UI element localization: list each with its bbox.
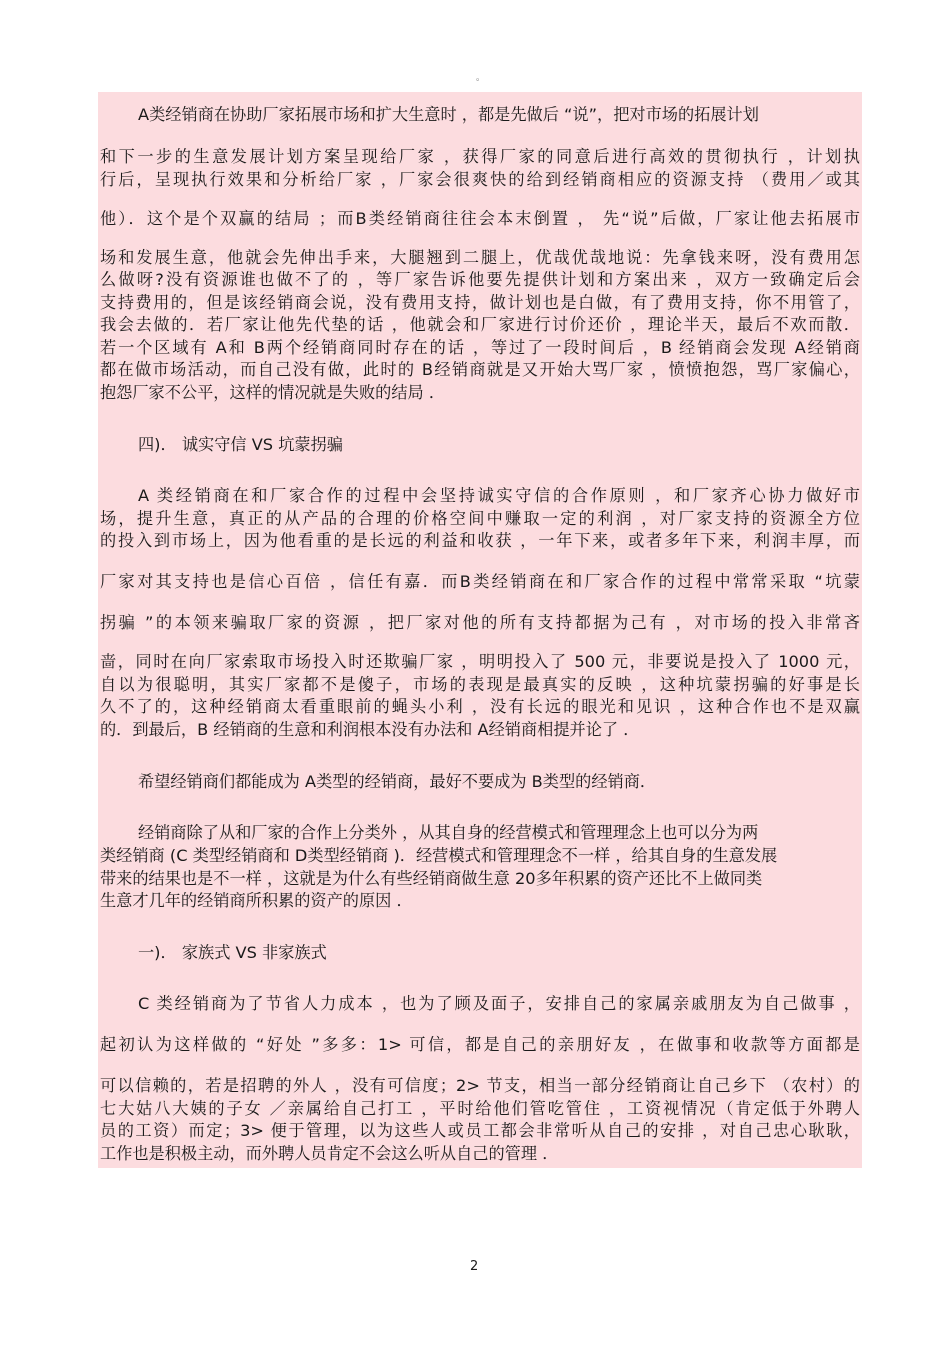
paragraph-line: 起初认为这样做的 “好处 ”多多：1> 可信，都是自己的亲朋好友 ，在做事和收款等方面都是 [100,1035,860,1054]
paragraph-line: 带来的结果也是不一样 ，这就是为什么有些经销商做生意 20多年积累的资产还比不上做同类 [100,869,763,888]
paragraph-line: 一)． 家族式 VS 非家族式 [138,943,327,962]
document-body [98,92,862,1168]
paragraph-line: 场，提升生意，真正的从产品的合理的价格空间中赚取一定的利润 ，对厂家支持的资源全方位 [100,509,860,528]
paragraph-line: 生意才几年的经销商所积累的资产的原因 ． [100,891,413,910]
paragraph-line: 四)． 诚实守信 VS 坑蒙拐骗 [138,435,343,454]
paragraph-line: 久不了的，这种经销商太看重眼前的蝇头小利 ，没有长远的眼光和见识 ，这种合作也不是双赢 [100,697,860,716]
paragraph-line: 行后，呈现执行效果和分析给厂家 ，厂家会很爽快的给到经销商相应的资源支持 （费用／或其 [100,170,860,189]
page-number: 2 [470,1259,479,1274]
header-mark: 。 [476,73,486,83]
paragraph-line: 啬，同时在向厂家索取市场投入时还欺骗厂家 ，明明投入了 500 元，非要说是投入了 1000 元， [100,652,860,671]
paragraph-line: 的投入到市场上，因为他看重的是长远的利益和收获 ，一年下来，或者多年下来，利润丰厚，而 [100,531,860,550]
paragraph-line: C 类经销商为了节省人力成本 ，也为了顾及面子，安排自己的家属亲戚朋友为自己做事 ， [138,994,860,1013]
paragraph-line: 工作也是积极主动，而外聘人员肯定不会这么听从自己的管理 ． [100,1144,559,1163]
paragraph-line: 拐骗 ”的本领来骗取厂家的资源 ，把厂家对他的所有支持都据为己有 ，对市场的投入非常吝 [100,613,860,632]
paragraph-line: 和下一步的生意发展计划方案呈现给厂家 ，获得厂家的同意后进行高效的贯彻执行 ，计划执 [100,147,860,166]
paragraph-line: 七大姑八大姨的子女 ／亲属给自己打工 ，平时给他们管吃管住 ，工资视情况（肯定低于外聘人 [100,1099,860,1118]
paragraph-line: 支持费用的，但是该经销商会说，没有费用支持，做计划也是白做，有了费用支持，你不用管了， [100,293,860,312]
paragraph-line: 么做呀?没有资源谁也做不了的 ，等厂家告诉他要先提供计划和方案出来 ，双方一致确定后会 [100,270,860,289]
paragraph-line: 自以为很聪明，其实厂家都不是傻子，市场的表现是最真实的反映 ，这种坑蒙拐骗的好事是长 [100,675,860,694]
paragraph-line: 希望经销商们都能成为 A类型的经销商，最好不要成为 B类型的经销商． [138,772,657,791]
paragraph-line: 都在做市场活动，而自己没有做，此时的 B经销商就是又开始大骂厂家 ，愤愤抱怨，骂厂家偏心， [100,360,860,379]
paragraph-line: 若一个区域有 A和 B两个经销商同时存在的话 ，等过了一段时间后 ，B 经销商会发现 A经销商 [100,338,860,357]
paragraph-line: 员的工资）而定；3> 便于管理，以为这些人或员工都会非常听从自己的安排 ，对自己忠心耿耿， [100,1121,860,1140]
paragraph-line: A类经销商在协助厂家拓展市场和扩大生意时 ，都是先做后 “说”，把对市场的拓展计划 [138,105,759,124]
paragraph-line: 经销商除了从和厂家的合作上分类外 ，从其自身的经营模式和管理理念上也可以分为两 [138,823,759,842]
paragraph-line: 他）．这个是个双赢的结局 ；而B类经销商往往会本末倒置 ， 先“说”后做，厂家让他去拓展市 [100,209,860,228]
paragraph-line: 厂家对其支持也是信心百倍 ，信任有嘉．而B类经销商在和厂家合作的过程中常常采取 “坑蒙 [100,572,860,591]
paragraph-line: 的．到最后，B 经销商的生意和利润根本没有办法和 A经销商相提并论了 ． [100,720,640,739]
paragraph-line: 可以信赖的，若是招聘的外人 ，没有可信度；2> 节支，相当一部分经销商让自己乡下 （农村）的 [100,1076,860,1095]
paragraph-line: A 类经销商在和厂家合作的过程中会坚持诚实守信的合作原则 ，和厂家齐心协力做好市 [138,486,860,505]
paragraph-line: 抱怨厂家不公平，这样的情况就是失败的结局 ． [100,383,446,402]
paragraph-line: 场和发展生意，他就会先伸出手来，大腿翘到二腿上，优哉优哉地说：先拿钱来呀，没有费用怎 [100,248,860,267]
paragraph-line: 我会去做的．若厂家让他先代垫的话 ，他就会和厂家进行讨价还价 ，理论半天，最后不欢而散． [100,315,860,334]
paragraph-line: 类经销商 (C 类型经销商和 D类型经销商 )．经营模式和管理理念不一样 ，给其自身的生意发展 [100,846,778,865]
